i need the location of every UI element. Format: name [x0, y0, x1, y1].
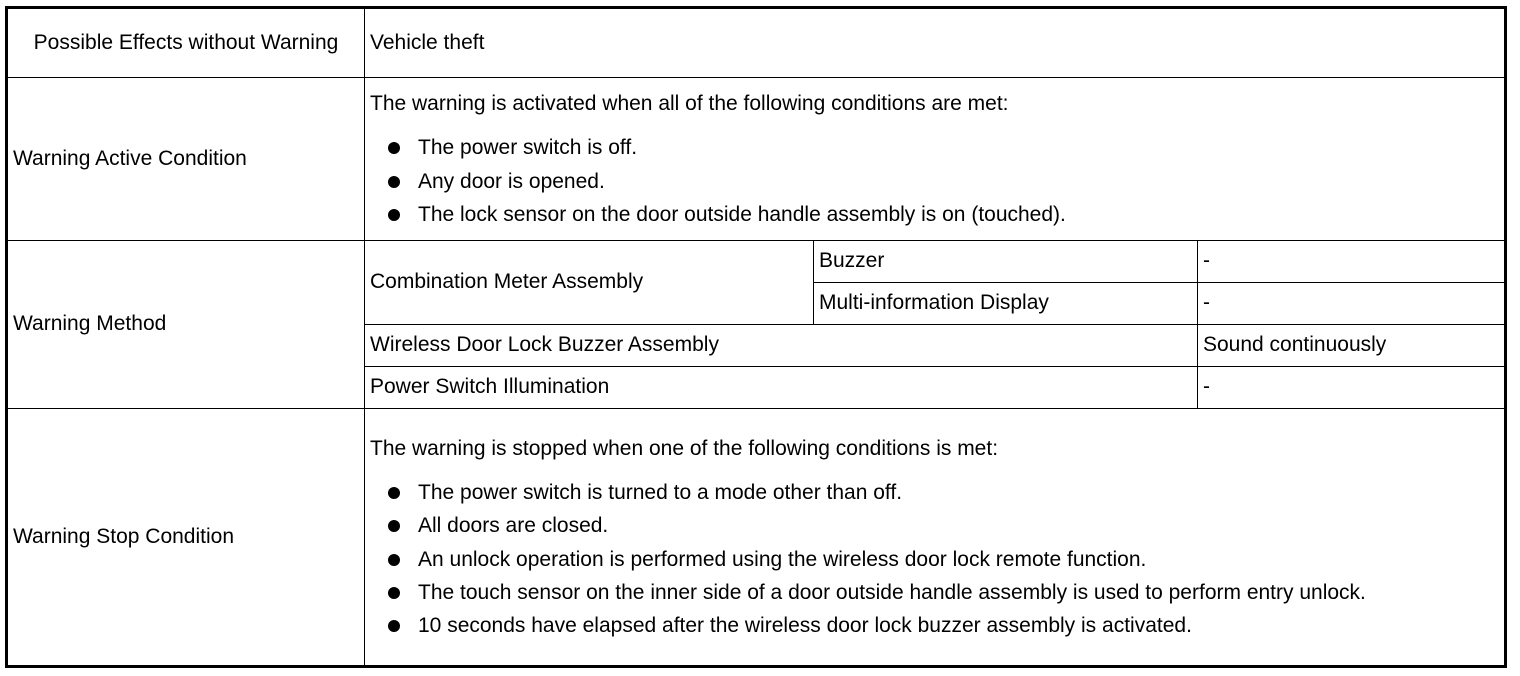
bullet-icon — [388, 209, 400, 221]
list-item — [370, 612, 1499, 639]
bullet-icon — [388, 520, 400, 532]
active-condition-content — [365, 78, 1506, 241]
list-item — [370, 134, 1499, 161]
list-item-text: The lock sensor on the door outside handle assembly is on (touched). — [418, 202, 1066, 226]
stop-condition-row — [7, 409, 1506, 667]
list-item-text: The touch sensor on the inner side of a door outside handle assembly is used to perform entry unlock. — [418, 580, 1366, 604]
effects-value: Vehicle theft — [365, 8, 1506, 78]
power-switch-illumination-label: Power Switch Illumination — [365, 367, 1198, 409]
wireless-buzzer-label: Wireless Door Lock Buzzer Assembly — [365, 325, 1198, 367]
active-condition-intro: The warning is activated when all of the following conditions are met: — [370, 91, 1009, 115]
bullet-icon — [388, 487, 400, 499]
list-item — [370, 579, 1499, 606]
list-item — [370, 512, 1499, 539]
power-switch-illumination-value: - — [1198, 367, 1506, 409]
method-row-buzzer — [7, 241, 1506, 283]
active-condition-row — [7, 78, 1506, 241]
list-item-text: All doors are closed. — [418, 514, 609, 538]
bullet-icon — [388, 587, 400, 599]
list-item-text: Any door is opened. — [418, 169, 605, 193]
warning-method-label: Warning Method — [7, 241, 365, 409]
list-item-text: 10 seconds have elapsed after the wireless door lock buzzer assembly is activated. — [418, 614, 1192, 638]
bullet-icon — [388, 554, 400, 566]
list-item-text: The power switch is turned to a mode other than off. — [418, 480, 903, 504]
multi-info-display-label: Multi-information Display — [814, 283, 1198, 325]
list-item-text: The power switch is off. — [418, 136, 638, 160]
combination-meter-label: Combination Meter Assembly — [365, 241, 814, 325]
multi-info-display-value: - — [1198, 283, 1506, 325]
buzzer-label: Buzzer — [814, 241, 1198, 283]
list-item — [370, 201, 1499, 228]
effects-label: Possible Effects without Warning — [7, 8, 365, 78]
effects-row — [7, 8, 1506, 78]
bullet-icon — [388, 176, 400, 188]
stop-condition-content — [365, 409, 1506, 667]
stop-condition-label: Warning Stop Condition — [7, 409, 365, 667]
list-item-text: An unlock operation is performed using the wireless door lock remote function. — [418, 547, 1147, 571]
wireless-buzzer-value: Sound continuously — [1198, 325, 1506, 367]
bullet-icon — [388, 620, 400, 632]
list-item — [370, 479, 1499, 506]
active-condition-label: Warning Active Condition — [7, 78, 365, 241]
list-item — [370, 168, 1499, 195]
stop-condition-list — [370, 479, 1499, 639]
buzzer-value: - — [1198, 241, 1506, 283]
list-item — [370, 546, 1499, 573]
bullet-icon — [388, 142, 400, 154]
warning-spec-table — [5, 6, 1507, 668]
stop-condition-intro: The warning is stopped when one of the following conditions is met: — [370, 436, 999, 460]
active-condition-list — [370, 134, 1499, 228]
